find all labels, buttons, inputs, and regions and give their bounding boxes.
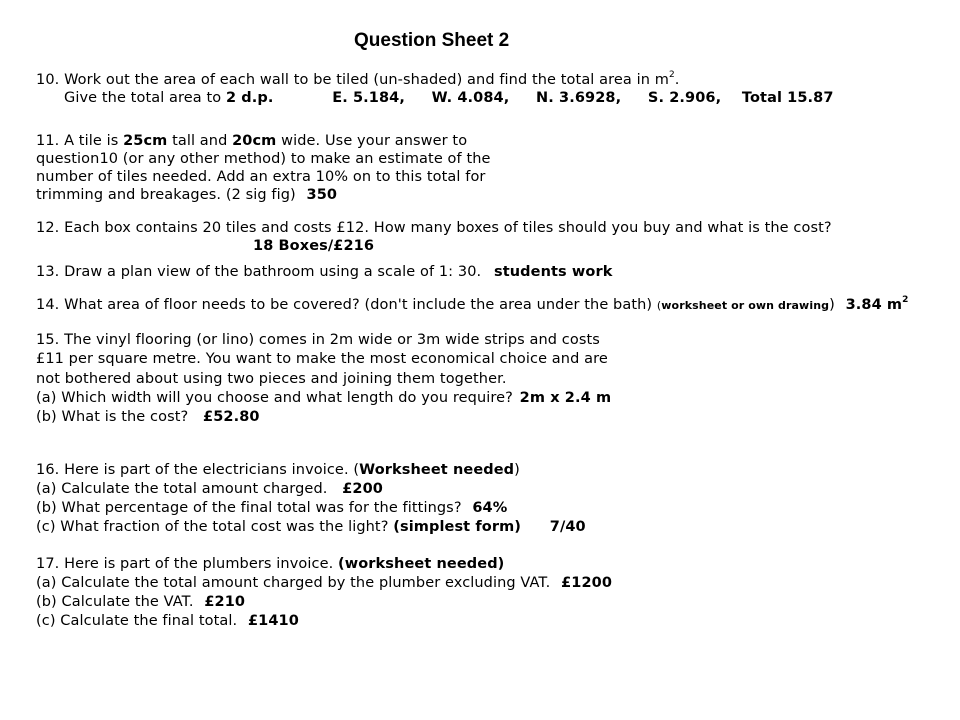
q14-text: 14. What area of floor needs to be covered? (don't include the area under the bath) xyxy=(36,297,653,313)
q16-line4-text: (c) What fraction of the total cost was the light? xyxy=(36,519,389,535)
q13-text: 13. Draw a plan view of the bathroom using a scale of 1: 30. xyxy=(36,264,482,280)
q10-line1 xyxy=(36,71,679,89)
q14-note-close: ) xyxy=(829,297,835,313)
page-title: Question Sheet 2 xyxy=(354,30,510,51)
q17-line3-text: (b) Calculate the VAT. xyxy=(36,594,194,610)
q17-line1 xyxy=(36,555,504,573)
q13-line xyxy=(36,263,612,281)
q15-answer-a: 2m x 2.4 m xyxy=(519,390,612,406)
q17-answer-b: £210 xyxy=(204,594,246,610)
q10-text: 10. Work out the area of each wall to be tiled (un-shaded) and find the total area in m xyxy=(36,72,669,88)
q11-line2: question10 (or any other method) to make an estimate of the xyxy=(36,151,491,167)
q10-line2-text: Give the total area to xyxy=(64,90,226,106)
q15-line1: 15. The vinyl flooring (or lino) comes in 2m wide or 3m wide strips and costs xyxy=(36,332,600,348)
q13-answer: students work xyxy=(493,264,613,280)
q16-line1-pre: 16. Here is part of the electricians invoice. ( xyxy=(36,462,360,478)
q10-line2 xyxy=(64,89,834,107)
q17-line4-text: (c) Calculate the final total. xyxy=(36,613,238,629)
q17-answer-c: £1410 xyxy=(247,613,299,629)
q17-line3 xyxy=(36,593,245,611)
q16-line1-bold: Worksheet needed xyxy=(359,462,515,478)
q14-answer: 3.84 m xyxy=(845,297,903,313)
q15-line4 xyxy=(36,389,611,407)
q16-answer-a: £200 xyxy=(342,481,383,497)
q10-answer-south: S. 2.906, xyxy=(647,90,722,106)
q10-answer-north: N. 3.6928, xyxy=(536,90,622,106)
q16-line4-bold: (simplest form) xyxy=(393,519,522,535)
q15-line5 xyxy=(36,408,260,426)
q15-line4-text: (a) Which width will you choose and what length do you require? xyxy=(36,390,513,406)
q14-answer-superscript: 2 xyxy=(902,295,909,305)
q17-answer-a: £1200 xyxy=(561,575,613,591)
q11-line4 xyxy=(36,186,337,204)
q11-line1-mid: tall and xyxy=(167,133,233,149)
q10-answer-east: E. 5.184, xyxy=(332,90,405,106)
q16-line4 xyxy=(36,518,586,536)
q10-line2-bold: 2 d.p. xyxy=(225,90,274,106)
q16-line2-text: (a) Calculate the total amount charged. xyxy=(36,481,328,497)
q10-answer-total: Total 15.87 xyxy=(741,90,834,106)
q11-line4-text: trimming and breakages. (2 sig fig) xyxy=(36,187,296,203)
q17-line4 xyxy=(36,612,299,630)
q14-note-open: ( xyxy=(656,299,662,312)
q17-line2 xyxy=(36,574,612,592)
q11-line1-pre: 11. A tile is xyxy=(36,133,124,149)
q15-line5-text: (b) What is the cost? xyxy=(36,409,189,425)
q17-line1-bold: (worksheet needed) xyxy=(338,556,505,572)
q12-answer: 18 Boxes/£216 xyxy=(253,238,375,254)
q14-line xyxy=(36,296,909,315)
q11-tile-width: 20cm xyxy=(232,133,277,149)
q16-line3-text: (b) What percentage of the final total was for the fittings? xyxy=(36,500,462,516)
q10-answer-west: W. 4.084, xyxy=(431,90,510,106)
q17-line2-text: (a) Calculate the total amount charged by the plumber excluding VAT. xyxy=(36,575,551,591)
q15-line3: not bothered about using two pieces and joining them together. xyxy=(36,371,507,387)
q17-line1-pre: 17. Here is part of the plumbers invoice. xyxy=(36,556,334,572)
q14-note: worksheet or own drawing xyxy=(661,299,830,312)
q16-line1-post: ) xyxy=(514,462,520,478)
q11-answer: 350 xyxy=(306,187,338,203)
q12-line1: 12. Each box contains 20 tiles and costs £12. How many boxes of tiles should you buy and what is the cost? xyxy=(36,220,832,236)
q11-line3: number of tiles needed. Add an extra 10% on to this total for xyxy=(36,169,486,185)
q16-line3 xyxy=(36,499,507,517)
q10-text-end: . xyxy=(674,72,680,88)
q11-line1 xyxy=(36,132,467,150)
q15-line2: £11 per square metre. You want to make the most economical choice and are xyxy=(36,351,608,367)
q11-line1-post: wide. Use your answer to xyxy=(276,133,468,149)
q16-line1 xyxy=(36,461,520,479)
q11-tile-height: 25cm xyxy=(123,133,168,149)
q16-line2 xyxy=(36,480,383,498)
q16-answer-b: 64% xyxy=(472,500,508,516)
q16-answer-c: 7/40 xyxy=(549,519,586,535)
q10-superscript: 2 xyxy=(668,70,675,80)
q15-answer-b: £52.80 xyxy=(203,409,260,425)
